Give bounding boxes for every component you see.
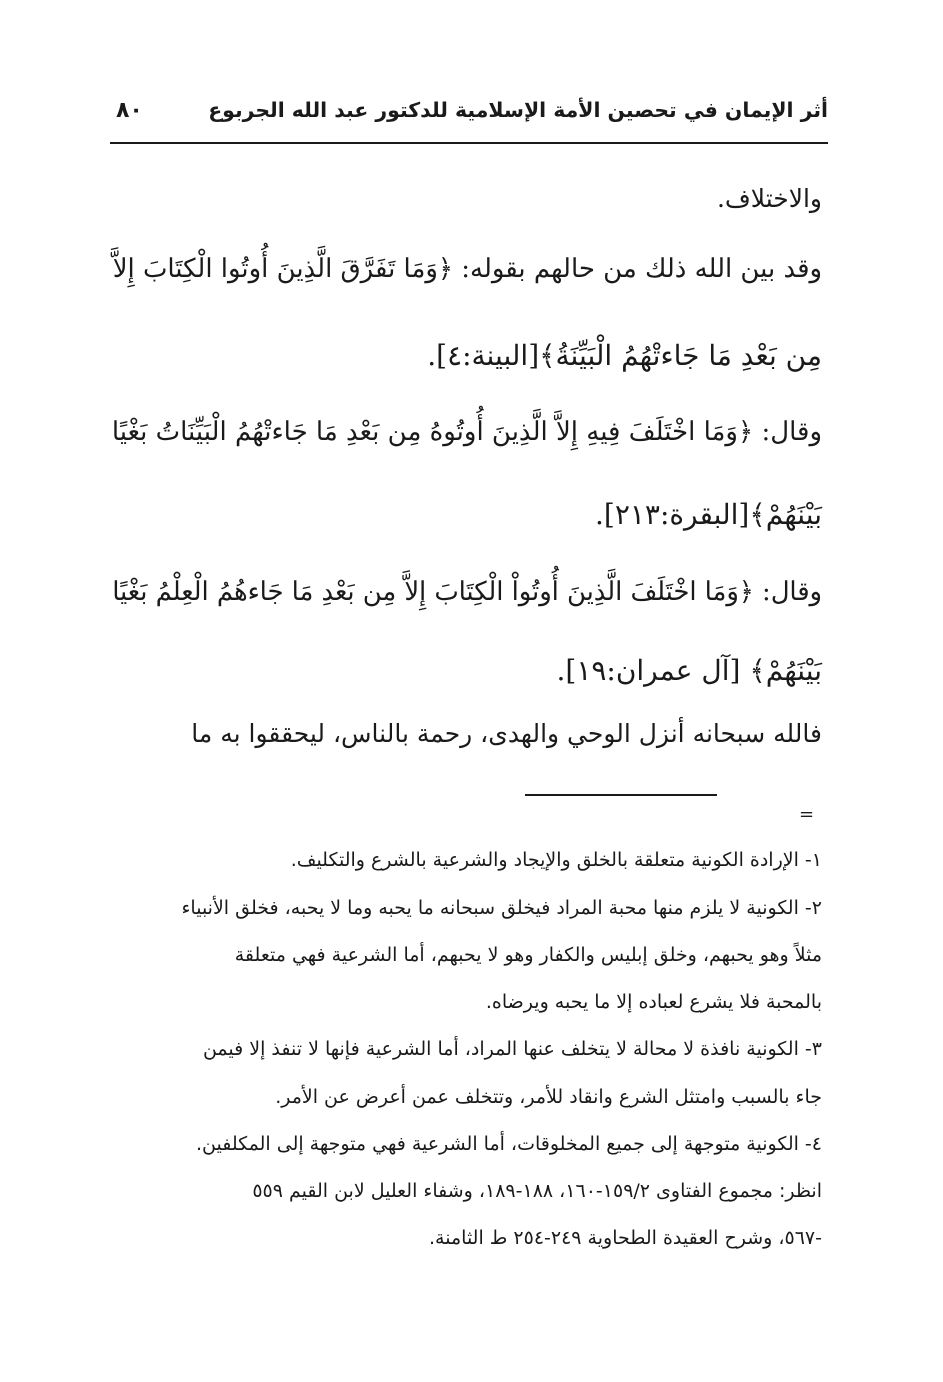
footnote-line: مثلاً وهو يحبهم، وخلق إبليس والكفار وهو لا يحبهم، أما الشرعية فهي متعلقة <box>234 944 822 966</box>
body-line: فالله سبحانه أنزل الوحي والهدى، رحمة بالناس، ليحققوا به ما <box>191 719 822 748</box>
footnote-line: ٤- الكونية متوجهة إلى جميع المخلوقات، أما الشرعية فهي متوجهة إلى المكلفين. <box>196 1133 822 1155</box>
footnote-continuation-mark: = <box>799 804 815 825</box>
footnote-line: ١- الإرادة الكونية متعلقة بالخلق والإيجاد والشرعية بالشرع والتكليف. <box>290 849 822 871</box>
body-line: وقد بين الله ذلك من حالهم بقوله: ﴿وَمَا تَفَرَّقَ الَّذِينَ أُوتُوا الْكِتَابَ إِلاَّ <box>112 254 822 284</box>
header-title: أثر الإيمان في تحصين الأمة الإسلامية للدكتور عبد الله الجربوع <box>208 98 828 122</box>
running-header <box>110 92 828 144</box>
page-number: ٨٠ <box>116 98 143 123</box>
body-line: مِن بَعْدِ مَا جَاءتْهُمُ الْبَيِّنَةُ﴾[البينة:٤]. <box>427 339 822 372</box>
body-line: بَيْنَهُمْ﴾[البقرة:٢١٣]. <box>595 498 822 531</box>
footnote-line: ٣- الكونية نافذة لا محالة لا يتخلف عنها المراد، أما الشرعية فإنها لا تنفذ إلا فيمن <box>202 1038 822 1060</box>
footnote-line: ٢- الكونية لا يلزم منها محبة المراد فيخلق سبحانه ما يحبه وما لا يحبه، فخلق الأنبياء <box>181 897 822 919</box>
footnote-line: انظر: مجموع الفتاوى ١٥٩/٢-١٦٠، ١٨٨-١٨٩، وشفاء العليل لابن القيم ٥٥٩ <box>252 1180 822 1202</box>
footnote-line: بالمحبة فلا يشرع لعباده إلا ما يحبه ويرضاه. <box>485 991 822 1013</box>
body-line: وقال: ﴿وَمَا اخْتَلَفَ الَّذِينَ أُوتُواْ الْكِتَابَ إِلاَّ مِن بَعْدِ مَا جَاءهُمُ الْعِلْمُ بَغْيًا <box>112 577 822 607</box>
body-line: بَيْنَهُمْ﴾ [آل عمران:١٩]. <box>556 654 822 687</box>
footnote-line: -٥٦٧، وشرح العقيدة الطحاوية ٢٤٩-٢٥٤ ط الثامنة. <box>429 1227 822 1249</box>
footnote-line: جاء بالسبب وامتثل الشرع وانقاد للأمر، وتتخلف عمن أعرض عن الأمر. <box>275 1086 822 1108</box>
body-line: والاختلاف. <box>716 184 822 213</box>
body-line: وقال: ﴿وَمَا اخْتَلَفَ فِيهِ إِلاَّ الَّذِينَ أُوتُوهُ مِن بَعْدِ مَا جَاءتْهُمُ الْبَيِّنَاتُ بَغْيًا <box>111 417 822 447</box>
footnote-separator <box>525 794 717 796</box>
header-rule <box>110 142 828 144</box>
